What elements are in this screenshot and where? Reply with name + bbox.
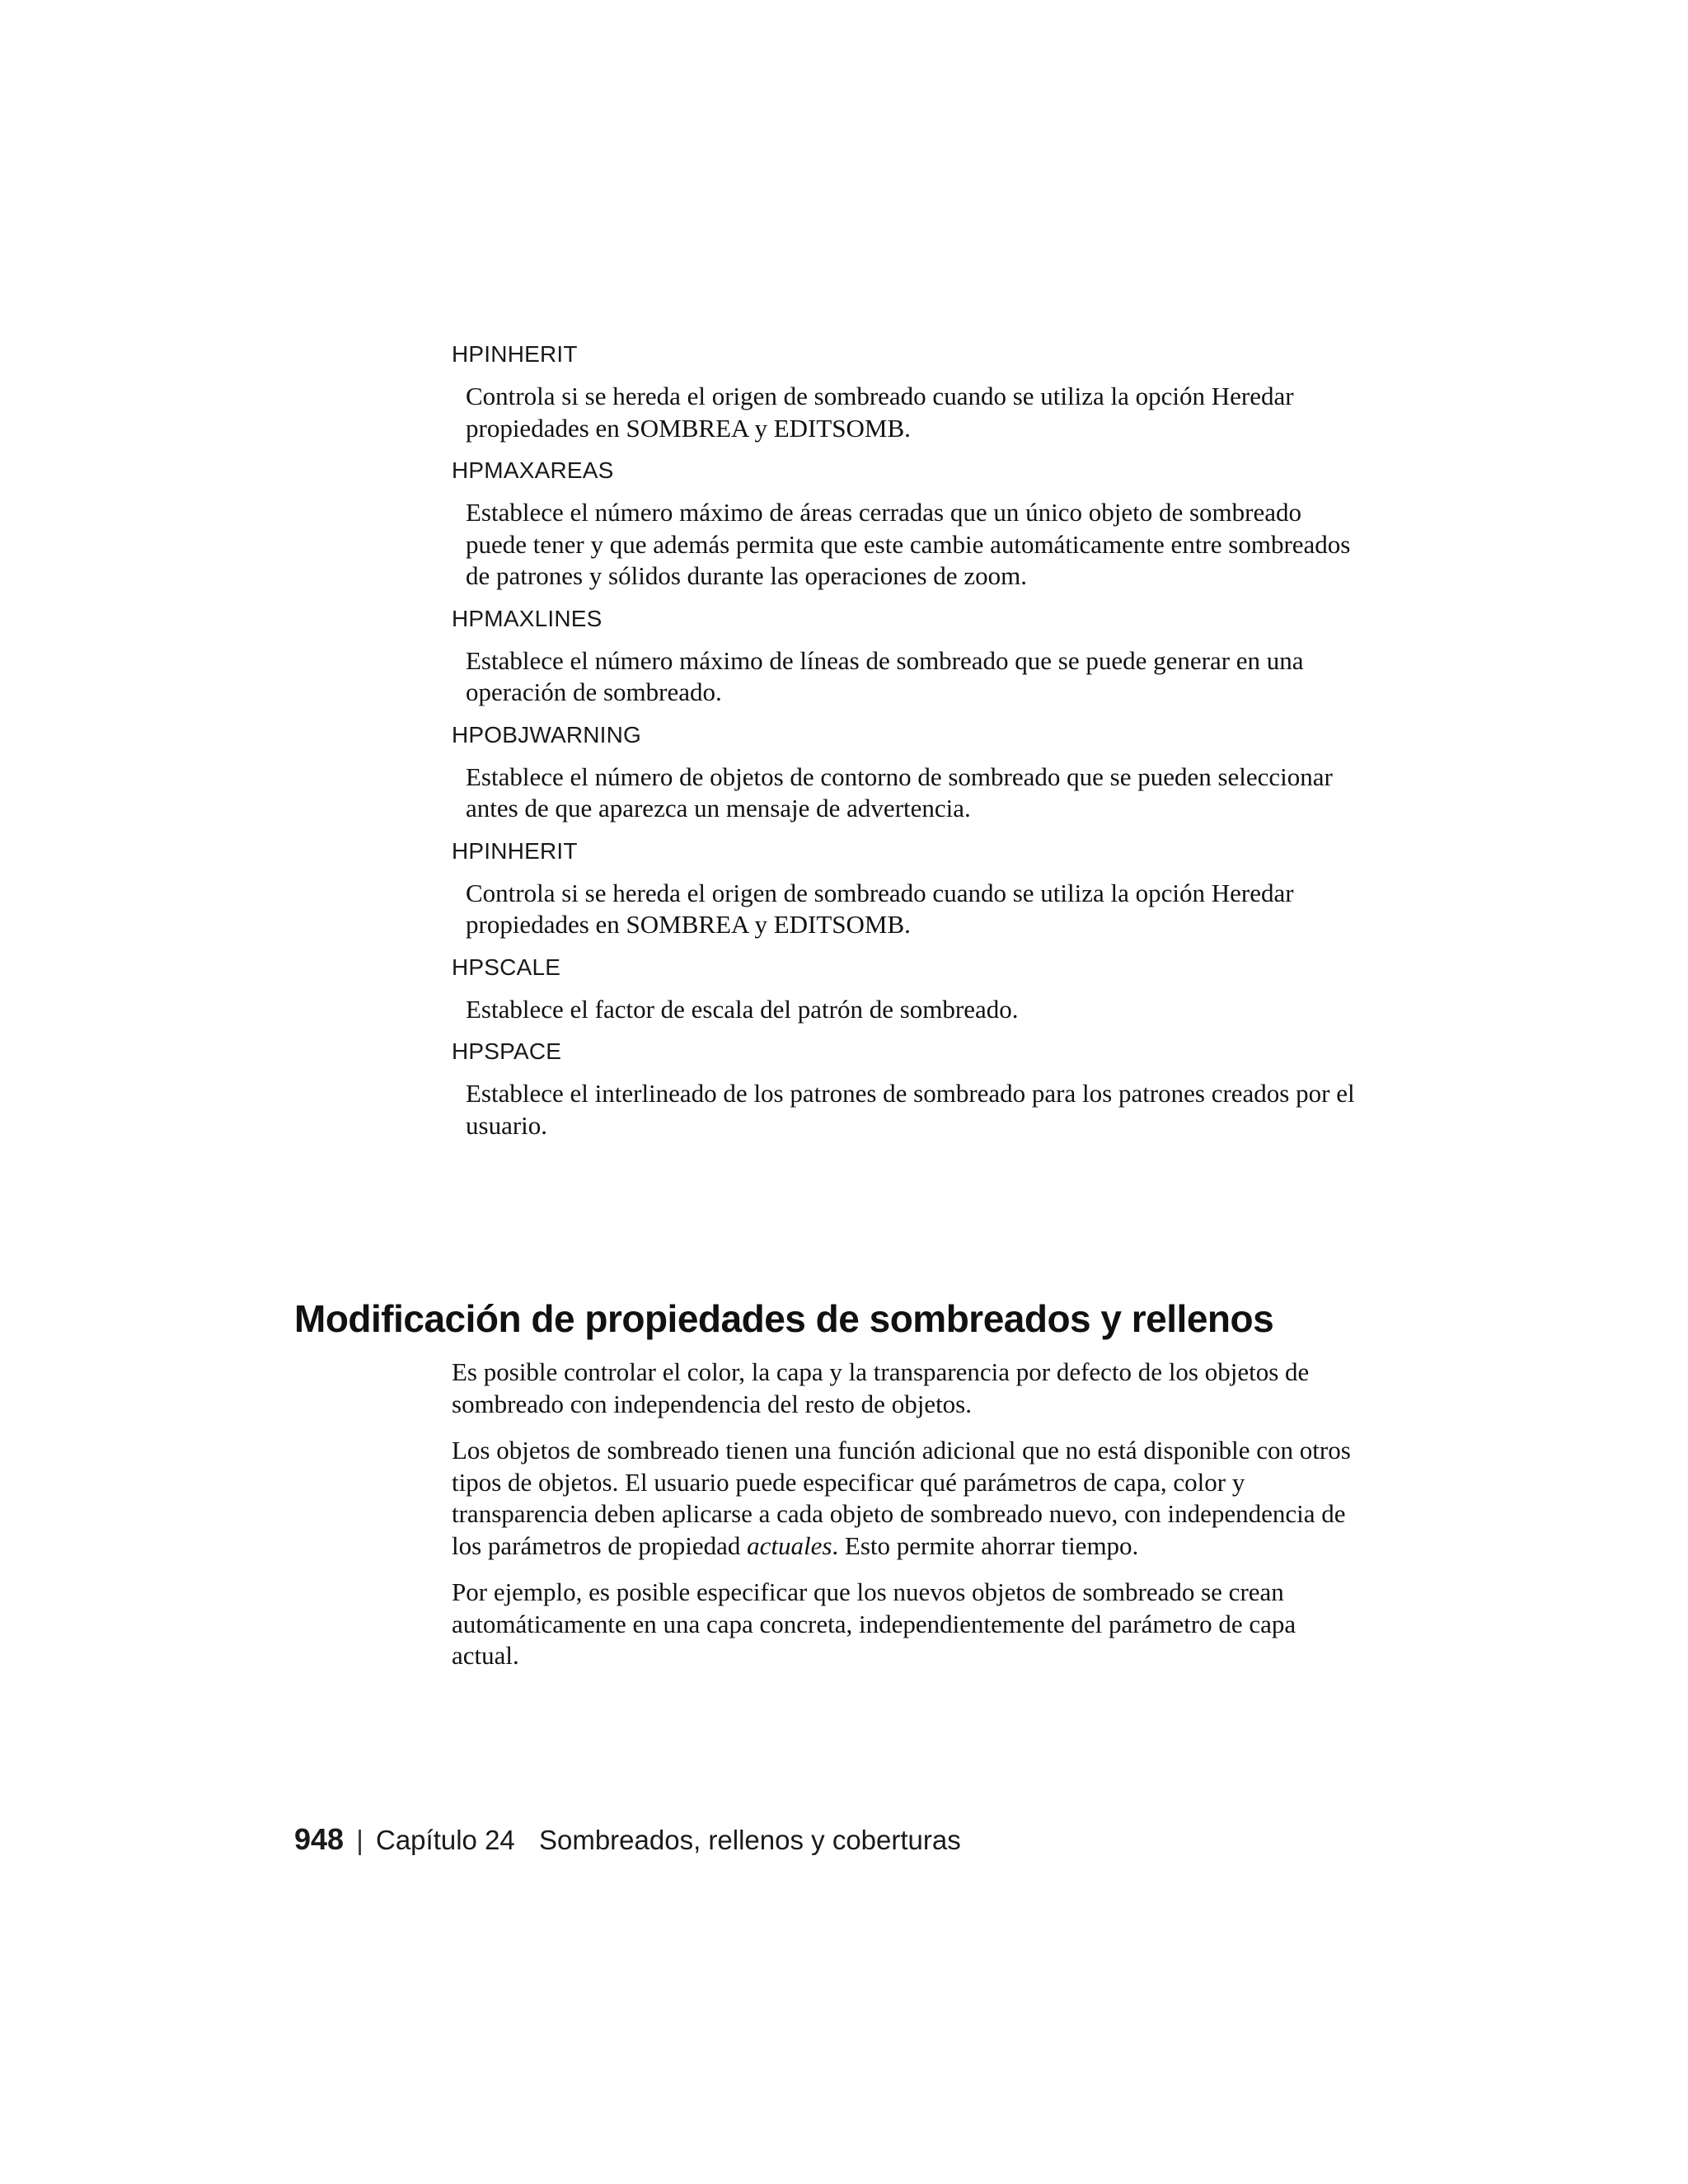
paragraph	[452, 1435, 1367, 1562]
paragraph-text: . Esto permite ahorrar tiempo.	[832, 1530, 1139, 1560]
variable-description: Establece el factor de escala del patrón de sombreado.	[466, 994, 1019, 1024]
page-number: 948	[294, 1822, 345, 1856]
variable-description: Establece el número máximo de líneas de sombreado que se puede generar en una operación de sombreado.	[466, 645, 1304, 706]
chapter-title: Sombreados, rellenos y coberturas	[538, 1825, 961, 1855]
variable-description: Controla si se hereda el origen de sombreado cuando se utiliza la opción Heredar propiedades en SOMBREA y EDITSOMB.	[466, 878, 1294, 939]
variable-name: HPINHERIT	[452, 837, 578, 864]
variable-name: HPOBJWARNING	[452, 721, 642, 748]
system-variable-list	[452, 340, 1358, 1153]
paragraph-text: Los objetos de sombreado tienen una función adicional que no está disponible con otros tipos de objetos. El usuario puede especificar qué parámetros de capa, color y transparencia deben aplicarse a cada objeto de sombreado nuevo, con independencia de los parámetros de propiedad	[452, 1436, 1351, 1560]
variable-description: Establece el número de objetos de contorno de sombreado que se pueden seleccionar antes de que aparezca un mensaje de advertencia.	[466, 762, 1333, 823]
variable-description: Controla si se hereda el origen de sombreado cuando se utiliza la opción Heredar propiedades en SOMBREA y EDITSOMB.	[466, 382, 1294, 443]
paragraph: Es posible controlar el color, la capa y la transparencia por defecto de los objetos de sombreado con independencia del resto de objetos.	[452, 1357, 1310, 1418]
variable-name: HPINHERIT	[452, 341, 578, 367]
variable-name: HPSPACE	[452, 1038, 562, 1064]
variable-description: Establece el número máximo de áreas cerradas que un único objeto de sombreado puede tener y que además permita que este cambie automáticamente entre sombreados de patrones y sólidos durante las operaciones de zoom.	[466, 498, 1351, 590]
footer-separator: |	[356, 1825, 363, 1855]
variable-name: HPMAXLINES	[452, 605, 603, 631]
chapter-label: Capítulo 24	[376, 1825, 515, 1855]
variable-description: Establece el interlineado de los patrones de sombreado para los patrones creados por el usuario.	[466, 1079, 1355, 1140]
section-body	[452, 1357, 1367, 1687]
paragraph: Por ejemplo, es posible especificar que los nuevos objetos de sombreado se crean automáticamente en una capa concreta, independientemente del parámetro de capa actual.	[452, 1577, 1296, 1670]
variable-name: HPSCALE	[452, 954, 561, 980]
variable-name: HPMAXAREAS	[452, 457, 614, 483]
section-heading: Modificación de propiedades de sombreados y rellenos	[294, 1297, 1274, 1340]
italic-term: actuales	[747, 1530, 832, 1560]
page-footer	[294, 1821, 961, 1858]
